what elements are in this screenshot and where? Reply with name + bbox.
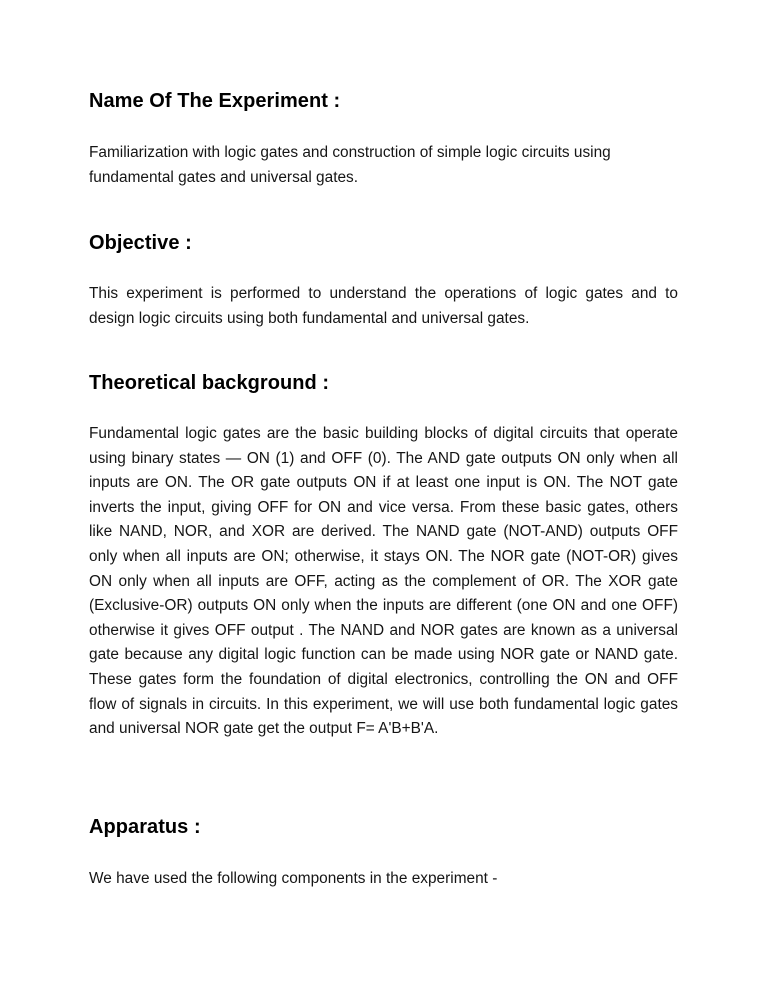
heading-theoretical-background: Theoretical background : [89, 372, 330, 394]
section-objective-body [89, 282, 678, 331]
section-name-of-experiment [89, 88, 678, 114]
heading-objective: Objective : [89, 232, 192, 254]
paragraph-objective: This experiment is performed to understand the operations of logic gates and to design logic circuits using both fundamental and universal gates. [89, 285, 678, 327]
heading-apparatus: Apparatus : [89, 816, 201, 838]
section-objective [89, 230, 678, 256]
paragraph-theoretical-background: Fundamental logic gates are the basic building blocks of digital circuits that operate using binary states — ON (1) and OFF (0). The AND gate outputs ON only when all inputs are ON. The OR gate outputs ON if at least one input is ON. The NOT gate inverts the input, giving OFF for ON and vice versa. From these basic gates, others like NAND, NOR, and XOR are derived. The NAND gate (NOT-AND) outputs OFF only when all inputs are ON; otherwise, it stays ON. The NOR gate (NOT-OR) gives ON only when all inputs are OFF, acting as the complement of OR. The XOR gate (Exclusive-OR) outputs ON only when the inputs are different (one ON and one OFF) otherwise it gives OFF output . The NAND and NOR gates are known as a universal gate because any digital logic function can be made using NOR gate or NAND gate. These gates form the foundation of digital electronics, controlling the ON and OFF flow of signals in circuits. In this experiment, we will use both fundamental logic gates and universal NOR gate get the output F= A'B+B'A. [89, 425, 678, 738]
section-name-of-experiment-body [89, 141, 678, 190]
paragraph-name-of-experiment: Familiarization with logic gates and construction of simple logic circuits using fundamental gates and universal gates. [89, 144, 611, 186]
section-apparatus-body [89, 867, 678, 892]
heading-name-of-experiment: Name Of The Experiment : [89, 90, 341, 112]
section-theoretical-background [89, 370, 678, 396]
section-apparatus [89, 814, 678, 840]
section-theoretical-background-body [89, 422, 678, 742]
paragraph-apparatus: We have used the following components in the experiment - [89, 870, 498, 887]
